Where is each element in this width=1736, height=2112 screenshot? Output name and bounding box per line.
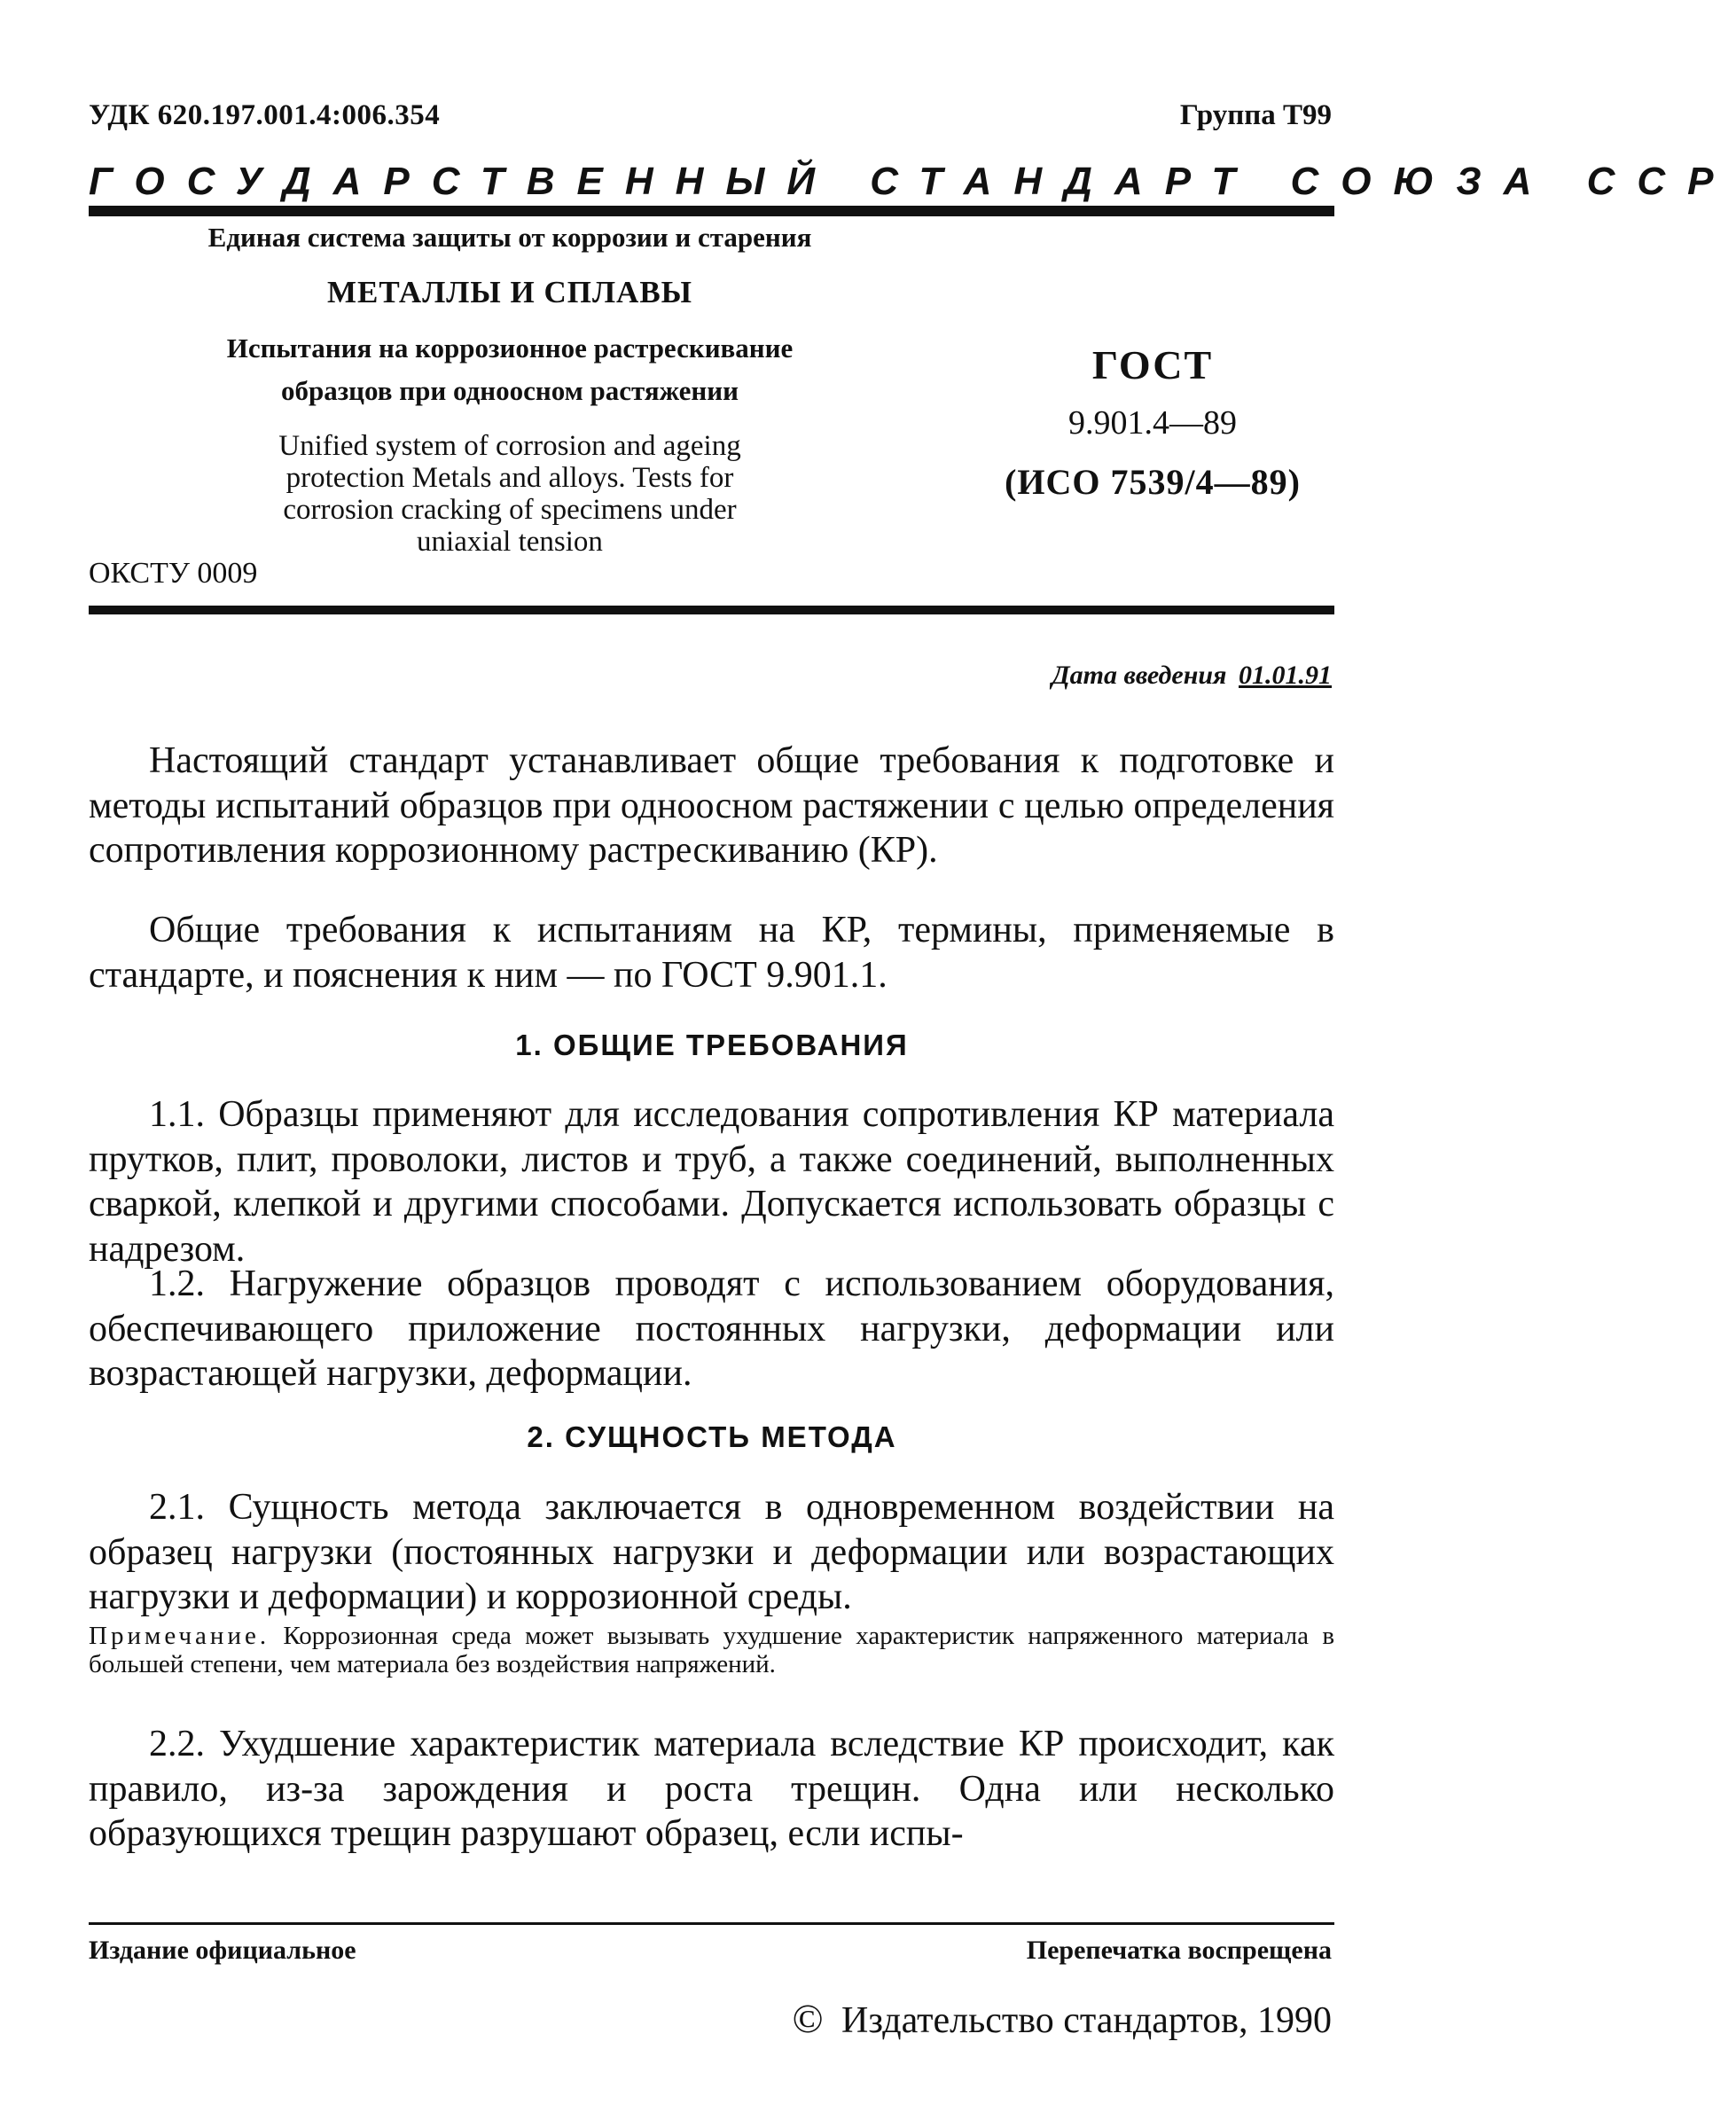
intro-paragraph-1: Настоящий стандарт устанавливает общие требования к подготовке и методы испытаний образцов при одноосном растяжении с целью определения сопротивления коррозионному растрескиванию (КР). <box>89 740 1334 871</box>
copyright-line <box>793 1995 1332 2042</box>
intro-paragraph-2: Общие требования к испытаниям на КР, термины, применяемые в стандарте, и пояснения к ним — по ГОСТ 9.901.1. <box>89 910 1334 996</box>
system-title: Единая система защиты от коррозии и старения <box>207 222 812 253</box>
official-edition: Издание официальное <box>89 1936 356 1965</box>
clause-1-2: 1.2. Нагружение образцов проводят с использованием оборудования, обеспечивающего приложение постоянных нагрузки, деформации или возрастающей нагрузки, деформации. <box>89 1263 1334 1394</box>
clause-1-1: 1.1. Образцы применяют для исследования сопротивления КР материала прутков, плит, проволоки, листов и труб, а также соединений, выполненных сваркой, клепкой и другими способами. Допускается использовать образцы с надрезом. <box>89 1094 1334 1270</box>
subtitle-line-1: Испытания на коррозионное растрескивание <box>226 332 794 364</box>
english-title <box>124 430 895 558</box>
group-code: Группа Т99 <box>1179 99 1332 131</box>
english-title-line-2: protection Metals and alloys. Tests for <box>285 462 734 494</box>
udk-code: УДК 620.197.001.4:006.354 <box>89 99 441 131</box>
english-title-line-4: uniaxial tension <box>417 526 603 558</box>
footer-rule <box>89 1922 1334 1925</box>
intro-date <box>1052 661 1332 691</box>
gost-number: 9.901.4—89 <box>1068 404 1237 442</box>
okstu-code: ОКСТУ 0009 <box>89 557 258 590</box>
intro-date-value: 01.01.91 <box>1239 661 1332 690</box>
iso-number: (ИСО 7539/4—89) <box>1005 462 1301 502</box>
intro-date-label: Дата введения <box>1052 661 1227 690</box>
section-2-title: 2. СУЩНОСТЬ МЕТОДА <box>527 1420 897 1453</box>
header-thick-rule <box>89 206 1334 216</box>
gost-label: ГОСТ <box>1091 342 1214 387</box>
english-title-line-1: Unified system of corrosion and ageing <box>278 430 741 462</box>
section-1-title: 1. ОБЩИЕ ТРЕБОВАНИЯ <box>515 1029 909 1061</box>
publisher-name: Издательство стандартов, 1990 <box>841 2000 1332 2041</box>
clause-2-1: 2.1. Сущность метода заключается в одновременном воздействии на образец нагрузки (постоянных нагрузки и деформации или возрастающих нагрузки и деформации) и коррозионной среды. <box>89 1487 1334 1617</box>
note <box>89 1622 1334 1678</box>
clause-2-2: 2.2. Ухудшение характеристик материала вследствие КР происходит, как правило, из-за зарождения и роста трещин. Одна или несколько образующихся трещин разрушают образец, если испы- <box>89 1724 1334 1854</box>
title-block-bottom-rule <box>89 606 1334 614</box>
english-title-line-3: corrosion cracking of specimens under <box>283 494 737 526</box>
state-standard-banner: ГОСУДАРСТВЕННЫЙ СТАНДАРТ СОЮЗА ССР <box>89 160 1736 203</box>
note-label: Примечание. <box>89 1622 270 1650</box>
subtitle-line-2: образцов при одноосном растяжении <box>280 375 739 406</box>
main-title: МЕТАЛЛЫ И СПЛАВЫ <box>326 275 693 309</box>
copyright-icon: © <box>792 1996 824 2041</box>
note-text: Коррозионная среда может вызывать ухудшение характеристик напряженного материала в большей степени, чем материала без воздействия напряжений. <box>89 1622 1335 1678</box>
reprint-notice: Перепечатка воспрещена <box>1026 1936 1332 1965</box>
